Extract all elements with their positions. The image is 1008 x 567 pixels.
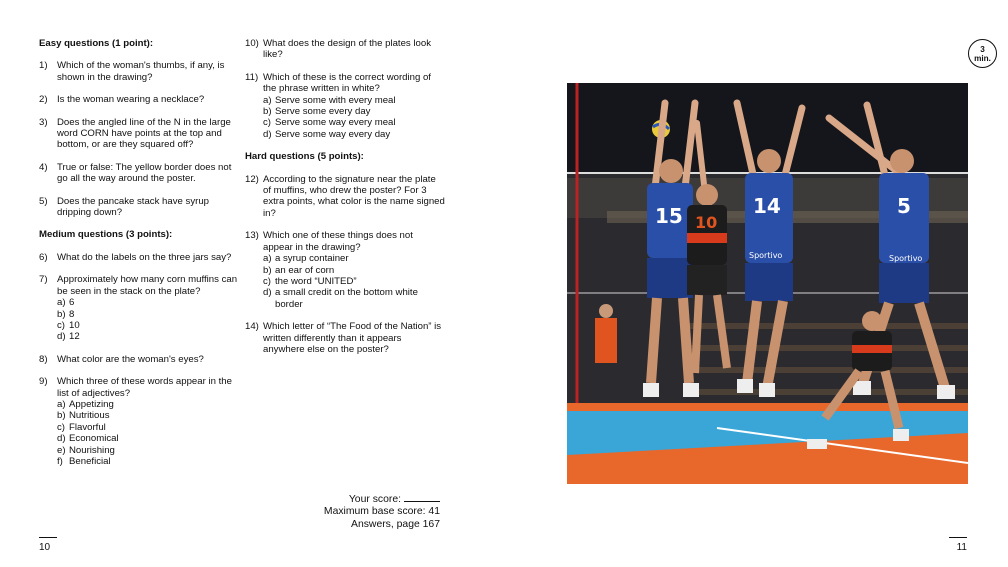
question-number: 5) (39, 195, 48, 207)
volleyball-photo (567, 83, 968, 484)
timer-value: 3 (980, 44, 985, 54)
question-number: 3) (39, 116, 48, 128)
answer-options (263, 95, 445, 141)
answer-option: e) Nourishing (57, 444, 115, 456)
answer-option: a) Serve some with every meal (263, 94, 396, 106)
question-text: Which one of these things does not appear in the drawing? (263, 230, 413, 253)
question-text: What do the labels on the three jars say? (57, 251, 232, 263)
question-number: 1) (39, 60, 48, 72)
folio-rule (949, 537, 967, 538)
question-number: 2) (39, 94, 48, 106)
answer-option: a) Appetizing (57, 398, 114, 410)
question-7 (39, 274, 239, 342)
question-10 (245, 38, 445, 61)
question-text: What color are the woman's eyes? (57, 353, 204, 365)
question-3 (39, 117, 239, 151)
answer-option: a) a syrup container (263, 253, 349, 265)
answer-option: c) Flavorful (57, 421, 106, 433)
question-text: True or false: The yellow border does not go all the way around the poster. (57, 161, 232, 185)
question-text: Which letter of “The Food of the Nation” is written differently than it appears anywhere else on the poster? (263, 321, 442, 355)
question-number: 7) (39, 274, 48, 286)
svg-text:Sportivo: Sportivo (749, 251, 783, 260)
answer-option: b) 8 (57, 308, 75, 320)
answer-option: c) Serve some way every meal (263, 117, 396, 129)
question-14 (245, 321, 445, 355)
volleyball-scene (567, 83, 968, 484)
question-12 (245, 174, 445, 220)
answer-option: b) Nutritious (57, 410, 110, 422)
question-13 (245, 230, 445, 310)
answer-option: b) Serve some every day (263, 106, 371, 118)
question-text: Which of these is the correct wording of the phrase written in white? (263, 71, 431, 95)
answer-options (57, 297, 239, 343)
question-text: Which three of these words appear in the list of adjectives? (57, 376, 232, 399)
page-number-right (949, 537, 967, 553)
timer-unit: min. (974, 53, 991, 63)
page-number-text: 10 (39, 542, 51, 553)
easy-questions-heading: Easy questions (1 point): (39, 38, 154, 49)
question-number: 6) (39, 251, 48, 263)
answer-options (263, 253, 445, 310)
answer-option: b) an ear of corn (263, 264, 335, 276)
question-number: 10) (245, 38, 259, 49)
your-score-line (324, 492, 440, 506)
questions-column-1 (39, 38, 239, 478)
questions-column-2 (245, 38, 445, 366)
svg-text:14: 14 (753, 194, 781, 218)
timer-badge (968, 39, 997, 68)
hard-questions-heading: Hard questions (5 points): (245, 151, 364, 163)
question-4 (39, 162, 239, 185)
page-number-left (39, 537, 57, 553)
answer-option: d) a small credit on the bottom white border (263, 287, 418, 310)
medium-questions-heading: Medium questions (3 points): (39, 229, 173, 241)
question-number: 12) (245, 173, 259, 185)
question-number: 9) (39, 376, 48, 388)
question-11 (245, 72, 445, 140)
question-text: According to the signature near the plate of muffins, who drew the poster? For 3 extra points, what color is the name signed in? (263, 173, 445, 219)
answer-option: d) 12 (57, 331, 80, 343)
question-number: 13) (245, 230, 259, 242)
question-6 (39, 252, 239, 263)
question-9 (39, 376, 239, 467)
question-number: 11) (245, 71, 259, 83)
question-number: 8) (39, 353, 48, 365)
answer-option: a) 6 (57, 297, 75, 309)
page-number-text: 11 (956, 542, 967, 553)
question-text: Does the pancake stack have syrup dripping down? (57, 195, 209, 219)
your-score-label: Your score: (348, 494, 401, 505)
question-1 (39, 60, 239, 83)
answers-reference: Answers, page 167 (351, 518, 440, 530)
folio-rule (39, 537, 57, 538)
svg-text:Sportivo: Sportivo (889, 254, 923, 263)
answer-option: f) Beneficial (57, 455, 111, 467)
answer-option: c) the word “UNITED” (263, 275, 357, 287)
spectator (595, 318, 617, 363)
question-number: 4) (39, 161, 48, 173)
score-blank (404, 492, 440, 502)
answer-option: d) Serve some way every day (263, 128, 391, 140)
question-text: Approximately how many corn muffins can be seen in the stack on the plate? (57, 274, 238, 297)
score-box (324, 492, 440, 531)
question-8 (39, 354, 239, 365)
question-2 (39, 94, 239, 105)
question-5 (39, 196, 239, 219)
svg-text:15: 15 (655, 204, 683, 228)
svg-text:10: 10 (695, 213, 718, 232)
answer-options (57, 399, 239, 467)
question-text: Is the woman wearing a necklace? (57, 94, 205, 106)
svg-text:5: 5 (897, 194, 911, 218)
question-text: Which of the woman's thumbs, if any, is shown in the drawing? (57, 60, 225, 83)
question-text: What does the design of the plates look like? (263, 38, 431, 61)
max-score: Maximum base score: 41 (323, 506, 440, 518)
answer-option: d) Economical (57, 433, 119, 445)
question-number: 14) (245, 321, 259, 333)
answer-option: c) 10 (57, 319, 80, 331)
question-text: Does the angled line of the N in the large word CORN have points at the top and bottom, or are they squared off? (57, 116, 231, 151)
